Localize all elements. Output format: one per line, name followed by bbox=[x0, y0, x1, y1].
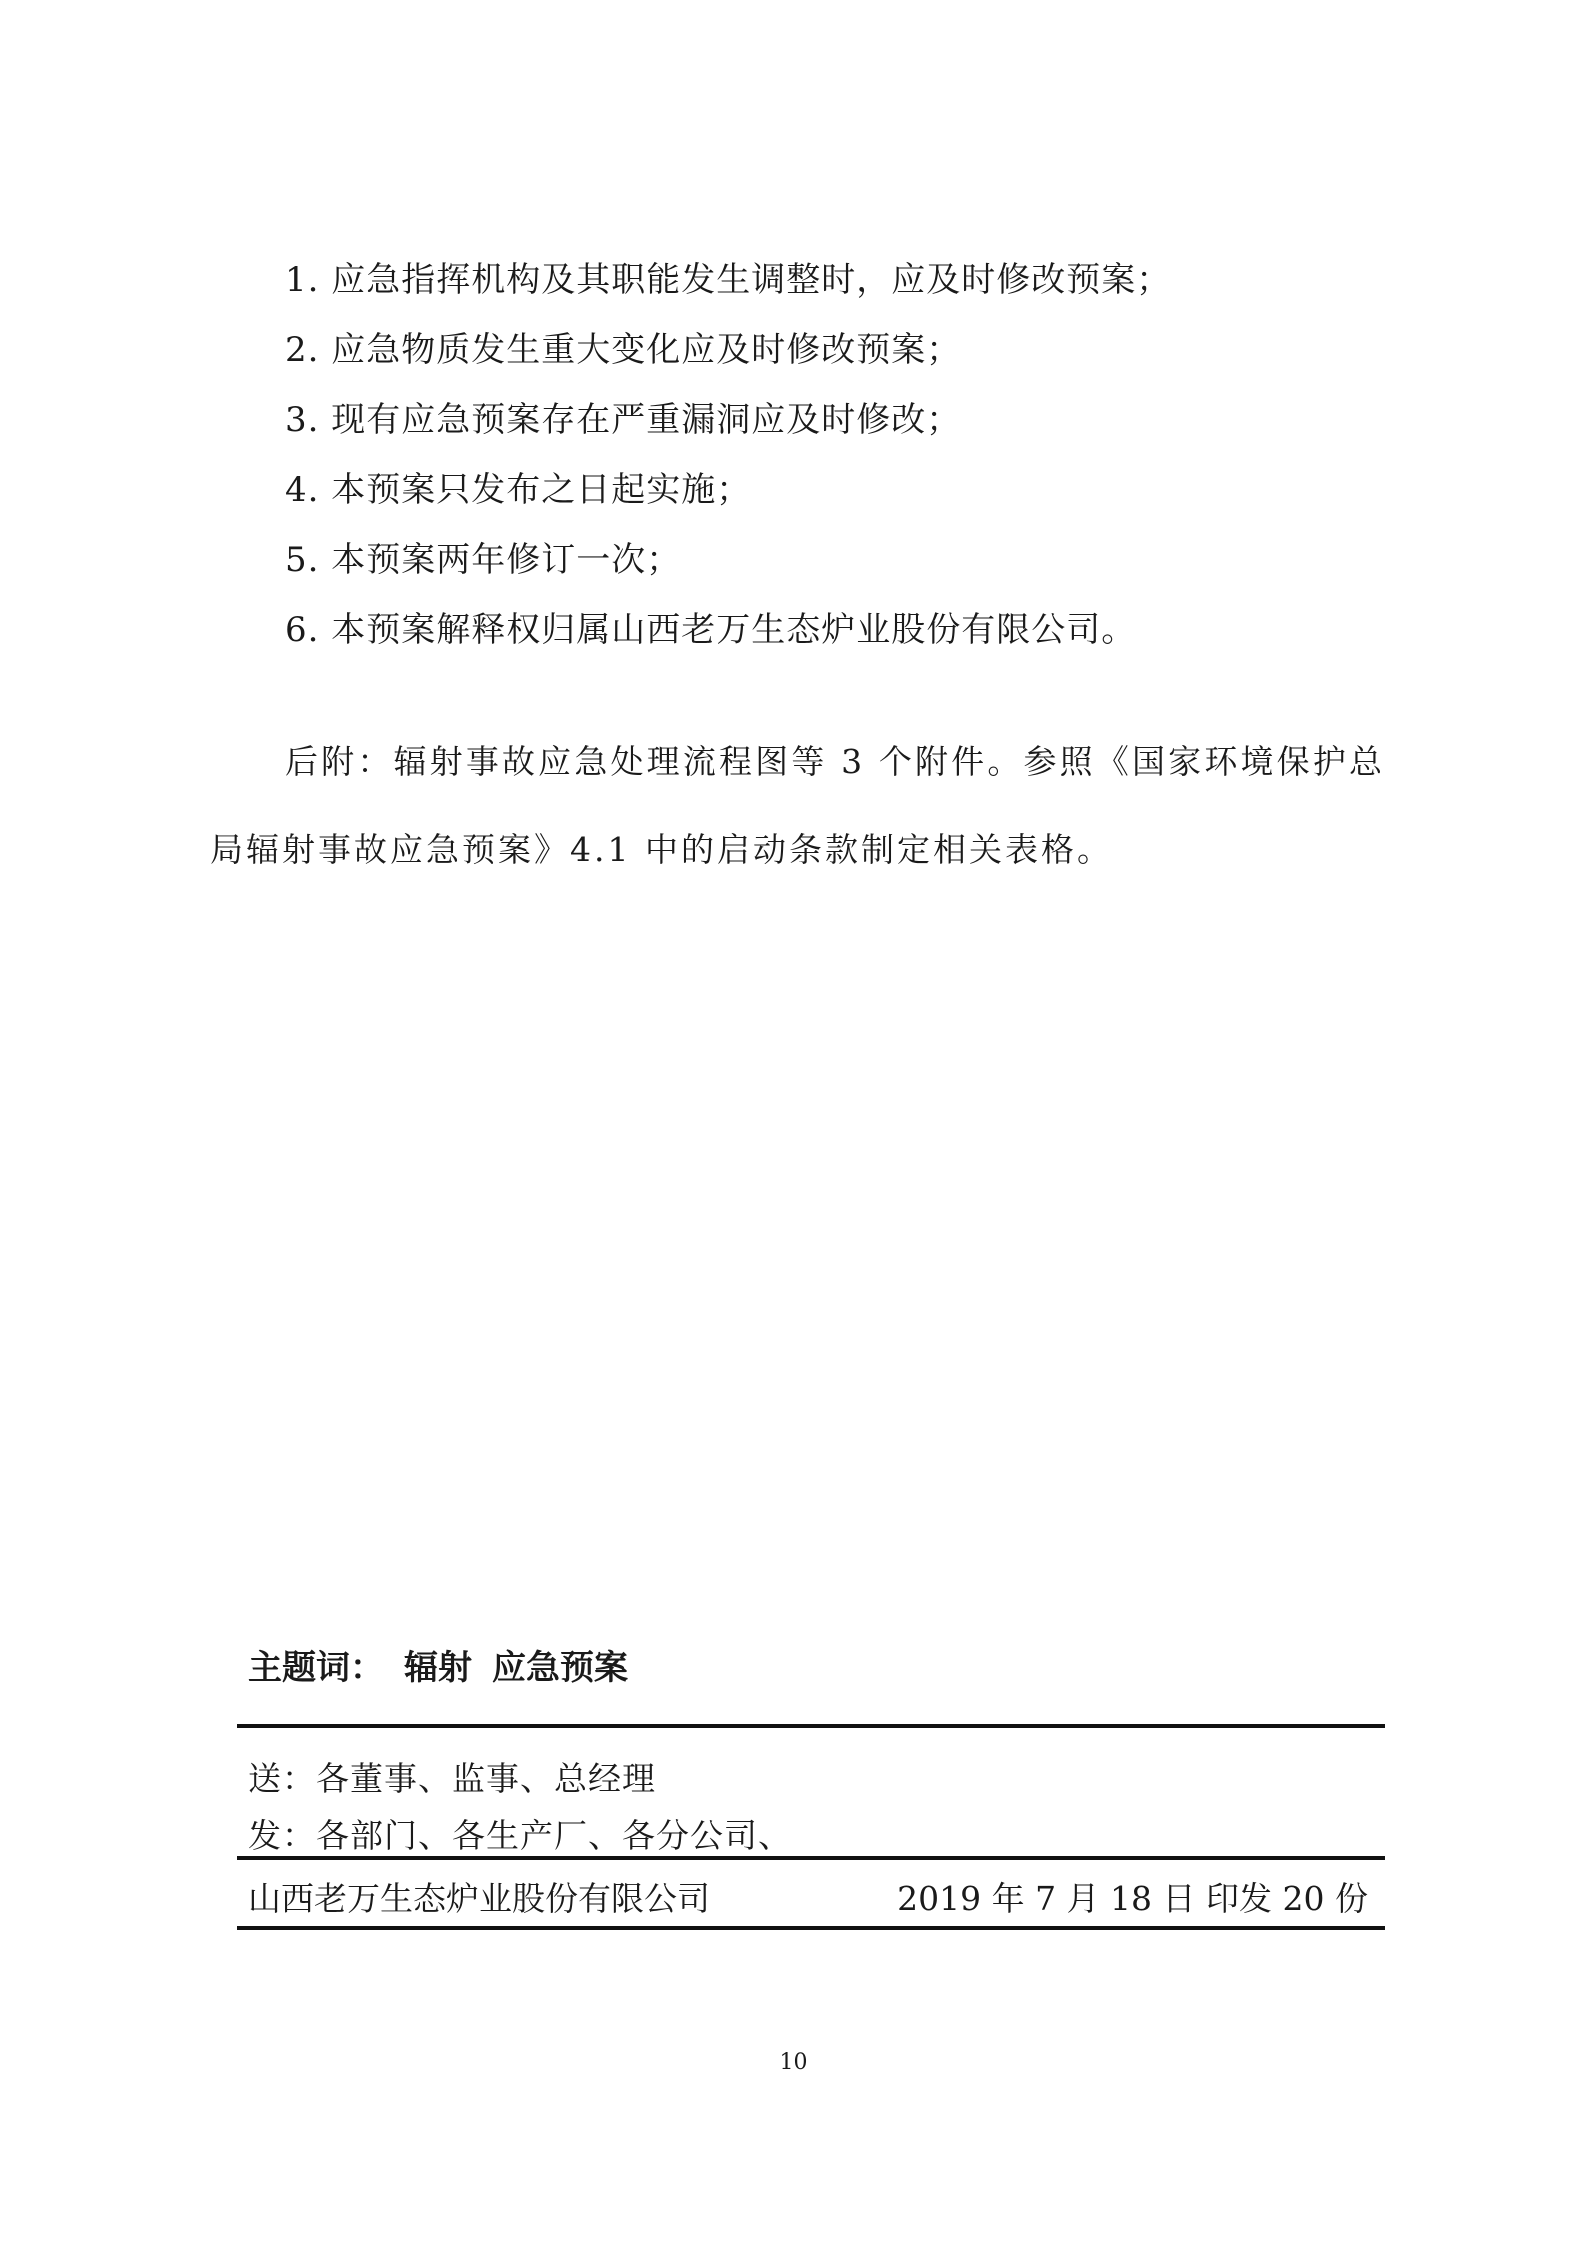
clause-item: 5. 本预案两年修订一次； bbox=[285, 540, 682, 580]
issuing-company: 山西老万生态炉业股份有限公司 bbox=[248, 1879, 710, 1918]
clause-item: 1. 应急指挥机构及其职能发生调整时，应及时修改预案； bbox=[285, 260, 1172, 300]
keyword-term: 辐射 bbox=[404, 1648, 472, 1688]
clause-item: 2. 应急物质发生重大变化应及时修改预案； bbox=[285, 330, 962, 370]
send-to-line: 送：各董事、监事、总经理 bbox=[248, 1759, 656, 1798]
clause-item: 6. 本预案解释权归属山西老万生态炉业股份有限公司。 bbox=[285, 610, 1137, 650]
clause-item: 3. 现有应急预案存在严重漏洞应及时修改； bbox=[285, 400, 962, 440]
issue-to-line: 发：各部门、各生产厂、各分公司、 bbox=[248, 1816, 792, 1855]
bottom-rule bbox=[237, 1926, 1385, 1930]
appendix-paragraph: 后附：辐射事故应急处理流程图等 3 个附件。参照《国家环境保护总局辐射事故应急预案》4.1 中的启动条款制定相关表格。 bbox=[210, 742, 1385, 869]
top-rule bbox=[237, 1724, 1385, 1728]
keywords-line bbox=[248, 1640, 648, 1689]
issue-date-copies: 2019 年 7 月 18 日 印发 20 份 bbox=[897, 1879, 1368, 1918]
page-number: 10 bbox=[779, 2050, 808, 2075]
middle-rule bbox=[237, 1856, 1385, 1860]
keyword-term: 应急预案 bbox=[492, 1648, 628, 1688]
keywords-label: 主题词： bbox=[248, 1648, 384, 1688]
clause-list bbox=[285, 245, 1385, 665]
clause-item: 4. 本预案只发布之日起实施； bbox=[285, 470, 752, 510]
